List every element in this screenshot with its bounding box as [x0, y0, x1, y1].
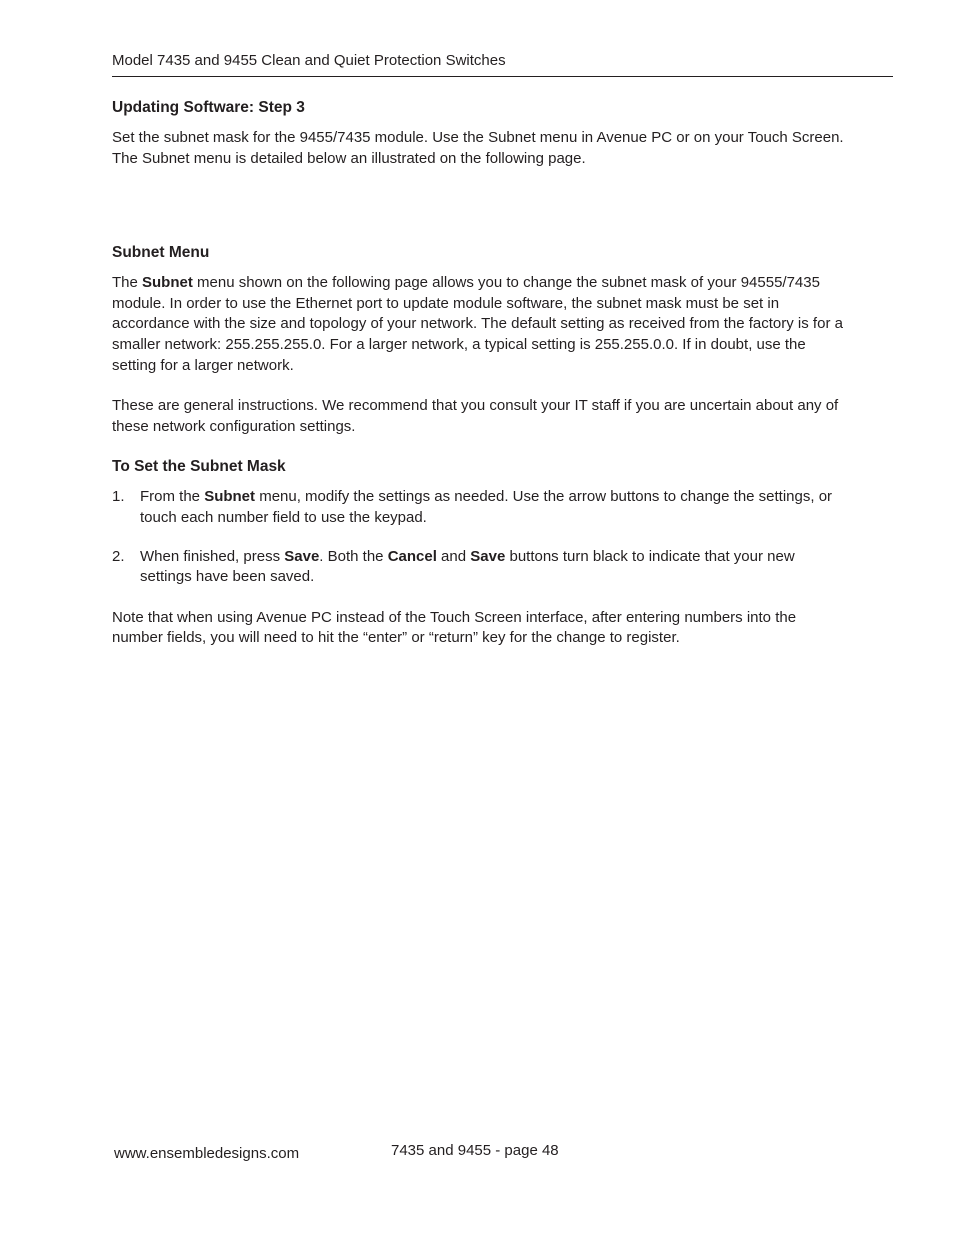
page-content	[112, 98, 847, 649]
footer-page-number: 7435 and 9455 - page 48	[391, 1142, 559, 1159]
subnet-term: Subnet	[142, 274, 193, 292]
header-rule	[112, 76, 893, 77]
subnet-menu-paragraph-2: These are general instructions. We recommend that you consult your IT staff if you are uncertain about any of these network configuration settings.	[112, 397, 839, 435]
subnet-menu-heading: Subnet Menu	[112, 244, 210, 262]
list-item-step-1: 1. From the Subnet menu, modify the settings as needed. Use the arrow buttons to change the settings, or touch each number field to use the keypad.	[112, 488, 833, 526]
set-mask-heading: To Set the Subnet Mask	[112, 458, 286, 476]
step3-heading: Updating Software: Step 3	[112, 99, 305, 116]
footer-website: www.ensembledesigns.com	[114, 1145, 300, 1162]
running-header: Model 7435 and 9455 Clean and Quiet Protection Switches	[112, 52, 506, 69]
subnet-menu-paragraph-1: The Subnet menu shown on the following page allows you to change the subnet mask of your 94555/7435 module. In order to use the Ethernet port to update module software, the subnet mask must be set in accordance with the size and topology of your network. The default setting as received from the factory is for a smaller network: 255.255.255.0. For a larger network, a typical setting is 255.255.0.0. If in doubt, use the setting for a larger network.	[112, 274, 843, 374]
avenue-pc-note: Note that when using Avenue PC instead of the Touch Screen interface, after entering numbers into the number fields, you will need to hit the “enter” or “return” key for the change to register.	[112, 608, 797, 647]
list-item-step-2: 2. When finished, press Save. Both the Cancel and Save buttons turn black to indicate that your new settings have been saved.	[112, 547, 795, 586]
step3-body: Set the subnet mask for the 9455/7435 module. Use the Subnet menu in Avenue PC or on your Touch Screen. The Subnet menu is detailed below an illustrated on the following page.	[112, 129, 844, 167]
steps-list	[112, 487, 847, 587]
